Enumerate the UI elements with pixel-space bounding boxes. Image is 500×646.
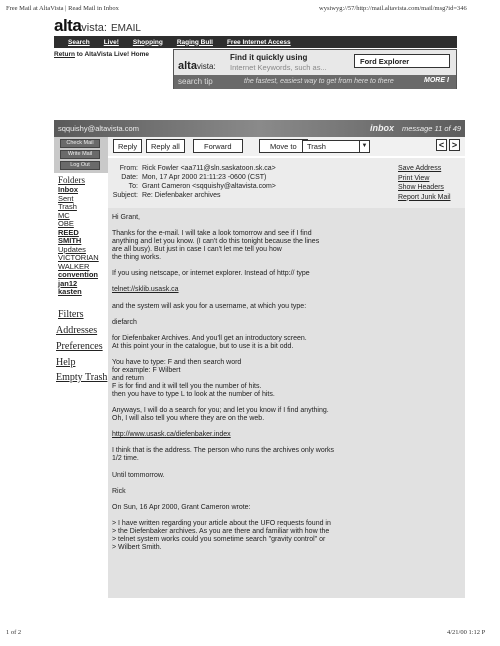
print-datetime: 4/21/00 1:12 P [447, 629, 486, 636]
filters-link[interactable]: Filters [58, 309, 84, 320]
message-body-line: Rick [112, 487, 126, 495]
move-to-folder-value: Trash [307, 142, 326, 151]
message-body-line: for Diefenbaker Archives. And you'll get an introductory screen. [112, 334, 307, 342]
message-body-line [112, 496, 462, 504]
logo-vista-text: vista: [81, 22, 107, 34]
message-body-line: Hi Grant, [112, 214, 141, 221]
addresses-link[interactable]: Addresses [56, 325, 98, 336]
to-value: Grant Cameron <sqquishy@altavista.com> [141, 183, 276, 190]
message-body-line [112, 327, 462, 335]
ad-tagline: the fastest, easiest way to get from here to there [244, 78, 394, 85]
date-row [112, 174, 266, 183]
folder-smith[interactable]: SMITH [58, 236, 82, 245]
message-body-line: > telnet system works could you sometime search "gravity control" or [112, 535, 326, 543]
ad-more-link[interactable]: MORE I [424, 77, 449, 84]
to-label: To: [128, 183, 138, 190]
message-body-line: anything and let you know. (I can't do this tonight because the lines [112, 238, 320, 246]
return-link[interactable] [54, 51, 149, 58]
message-body-line: and return [112, 374, 144, 382]
folder-reed[interactable]: REED [58, 227, 79, 237]
message-body-line: Thanks for the e-mail. I will take a look tomorrow and see if I find [112, 230, 312, 238]
ad-logo-alta: alta [178, 60, 197, 72]
log-out-button[interactable]: Log Out [60, 161, 100, 170]
ad-search-tip: search tip [178, 77, 213, 86]
left-action-panel [54, 137, 108, 173]
folder-sent[interactable]: Sent [58, 193, 74, 203]
message-body-line: > Wilbert Smith. [112, 543, 162, 551]
message-body [112, 214, 462, 552]
message-body-line [112, 480, 462, 488]
folder-mc[interactable]: MC [58, 210, 70, 220]
message-body-line: then you have to type L to look at the number of hits. [112, 391, 275, 399]
nav-search-link[interactable]: Search [68, 38, 90, 46]
message-body-line: Oh, I will also tell you where they are on the web. [112, 415, 265, 423]
account-email: sqquishy@altavista.com [58, 124, 139, 133]
message-actions [398, 164, 462, 202]
altavista-logo[interactable] [54, 16, 141, 36]
message-body-line: On Sun, 16 Apr 2000, Grant Cameron wrote: [112, 503, 251, 511]
report-junk-mail-link[interactable]: Report Junk Mail [398, 193, 451, 201]
date-label: Date: [121, 174, 138, 181]
logo-alta-text: alta [54, 16, 82, 35]
ad-logo [178, 60, 216, 72]
move-to-button[interactable]: Move to [259, 139, 308, 153]
message-body-line: F is for find and it will tell you the number of hits. [112, 382, 262, 390]
logo-section-label: EMAIL [110, 23, 141, 34]
message-body-line: are all busy). But just in case I can't let me tell you how [112, 246, 282, 254]
message-body-line [112, 423, 462, 431]
folder-list [58, 186, 108, 297]
reply-button[interactable]: Reply [113, 139, 142, 153]
previous-message-arrow-icon[interactable]: < [436, 139, 447, 151]
folder-walker[interactable]: WALKER [58, 261, 90, 271]
folder-trash[interactable]: Trash [58, 202, 77, 211]
ad-headline: Find it quickly using [230, 53, 308, 62]
folder-convention[interactable]: convention [58, 270, 99, 279]
inbox-label: inbox [370, 123, 394, 133]
message-body-line: the thing works. [112, 254, 162, 262]
message-body-line: 1/2 time. [112, 455, 139, 463]
nav-free-internet-access-link[interactable]: Free Internet Access [226, 38, 291, 46]
folder-inbox[interactable]: Inbox [58, 185, 78, 194]
message-body-line [112, 222, 462, 230]
subject-value: Re: Diefenbaker archives [141, 192, 221, 199]
print-url: wysiwyg://57/http://mail.altavista.com/mail/msg?id=346 [319, 5, 467, 12]
message-body-line: If you using netscape, or internet explorer. Instead of http:// type [112, 270, 310, 278]
message-body-line [112, 439, 462, 447]
return-link-text: to AltaVista Live! Home [74, 51, 149, 58]
reply-all-button[interactable]: Reply all [146, 139, 185, 153]
folder-kasten[interactable]: kasten [58, 287, 82, 296]
top-nav-bar [54, 36, 457, 48]
print-page-title: Free Mail at AltaVista | Read Mail in Inbox [6, 5, 119, 12]
help-link[interactable]: Help [56, 357, 76, 368]
check-mail-button[interactable]: Check Mail [60, 139, 100, 148]
message-body-line: diefarch [112, 318, 137, 326]
save-address-link[interactable]: Save Address [398, 165, 442, 172]
folder-jan12[interactable]: jan12 [58, 278, 78, 288]
show-headers-link[interactable]: Show Headers [398, 184, 444, 191]
message-body-line [112, 294, 462, 302]
folder-victorian[interactable]: VICTORIAN [58, 253, 99, 262]
nav-live-link[interactable]: Live! [103, 38, 119, 46]
empty-trash-link[interactable]: Empty Trash [56, 372, 108, 383]
message-body-line: > I have written regarding your article about the UFO requests found in [112, 519, 331, 527]
message-body-line [112, 463, 462, 471]
message-body-line: I think that is the address. The person who runs the archives only works [112, 447, 335, 455]
chevron-down-icon: ▼ [359, 141, 369, 152]
message-body-line [112, 399, 462, 407]
to-row [112, 183, 276, 192]
date-value: Mon, 17 Apr 2000 21:11:23 -0600 (CST) [141, 174, 267, 181]
message-body-line [112, 278, 462, 286]
print-page-number: 1 of 2 [6, 629, 22, 636]
message-body-line: Anyways, I will do a search for you; and let you know if I find anything. [112, 407, 329, 415]
message-body-line: and the system will ask you for a username, at which you type: [112, 302, 307, 310]
return-link-prefix: Return [54, 51, 75, 58]
preferences-link[interactable]: Preferences [56, 341, 103, 352]
nav-shopping-link[interactable]: Shopping [132, 38, 163, 46]
print-view-link[interactable]: Print View [398, 174, 430, 182]
message-body-line [112, 311, 462, 319]
message-counter: message 11 of 49 [402, 124, 462, 133]
folder-obe[interactable]: OBE [58, 219, 74, 228]
nav-raging-bull-link[interactable]: Raging Bull [176, 38, 213, 46]
message-body-line [112, 512, 462, 520]
from-label: From: [119, 165, 138, 172]
folder-updates[interactable]: Updates [58, 244, 86, 254]
from-value: Rick Fowler <aa711@sln.saskatoon.sk.ca> [141, 165, 276, 172]
ad-subline [230, 63, 327, 72]
message-body-line [112, 351, 462, 359]
ad-logo-vista: vista: [196, 62, 216, 71]
ad-tagline-strip [174, 75, 456, 89]
folders-heading[interactable]: Folders [58, 175, 85, 185]
subject-row [112, 192, 221, 201]
internet-keywords-ad[interactable] [173, 49, 457, 89]
move-to-folder-select[interactable] [302, 140, 370, 153]
from-row [112, 165, 276, 174]
mailbox-banner [54, 120, 465, 137]
message-body-line[interactable]: http://www.usask.ca/diefenbaker.index [112, 431, 231, 439]
message-body-line: for example: F Wilbert [112, 366, 181, 374]
message-body-line: At this point your in the catalogue, but to use it is a bit odd. [112, 342, 294, 350]
message-body-line: Until tommorrow. [112, 471, 165, 479]
message-body-line: You have to type: F and then search word [112, 358, 242, 366]
forward-button[interactable]: Forward [193, 139, 243, 153]
subject-label: Subject: [112, 192, 138, 199]
write-mail-button[interactable]: Write Mail [60, 150, 100, 159]
message-body-line: > the Diefenbaker archives. As you are there and familiar with how the [112, 527, 330, 535]
next-message-arrow-icon[interactable]: > [449, 139, 460, 151]
message-body-line [112, 262, 462, 270]
ad-keyword-example[interactable]: Ford Explorer [354, 54, 450, 68]
ad-subline-text: Internet Keywords, such as... [230, 63, 327, 72]
message-body-line[interactable]: telnet://sklib.usask.ca [112, 286, 179, 294]
